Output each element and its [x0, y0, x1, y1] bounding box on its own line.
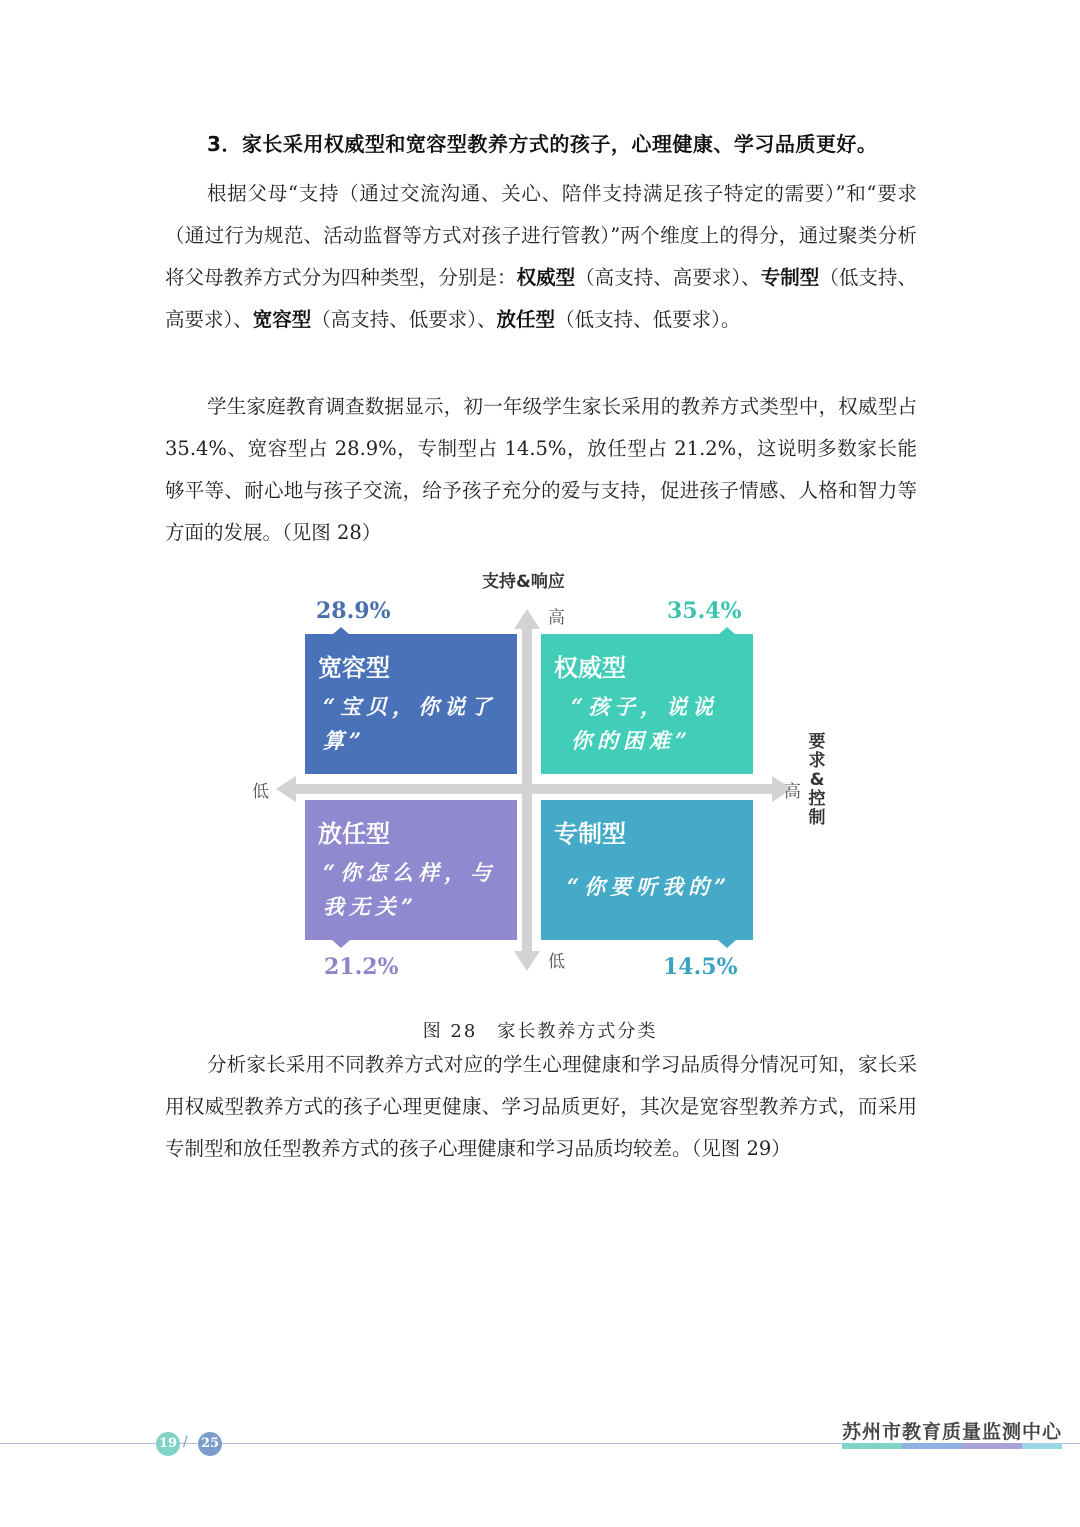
authoritarian-percentage: 14.5%	[663, 954, 738, 980]
term-permissive: 宽容型	[252, 308, 312, 331]
vertical-axis-arrow-down	[514, 951, 540, 971]
parenting-style-figure	[240, 565, 840, 985]
horizontal-axis	[294, 784, 774, 794]
vertical-axis-high-label: 高	[548, 608, 565, 628]
para1-text-1: 根据父母“支持（通过交流沟通、关心、陪伴支持满足孩子特定的需要）”和“要求（通过行为规范、活动监督等方式对孩子进行管教）”两个维度上的得分，通过聚类分析将父母教养方式分为四种类型，分别是：	[165, 182, 917, 289]
quadrant-neglectful	[305, 800, 517, 940]
authoritarian-notch	[718, 940, 736, 948]
footer-color-bar-3	[962, 1443, 1022, 1449]
figure-caption: 图 28 家长教养方式分类	[422, 1021, 658, 1042]
horizontal-axis-low-label: 低	[252, 782, 269, 802]
quadrant-authoritative	[541, 634, 753, 774]
organization-name: 苏州市教育质量监测中心	[842, 1421, 1063, 1443]
paragraph-survey-results	[165, 386, 917, 554]
quadrant-permissive	[305, 634, 517, 774]
paragraph-analysis	[165, 1044, 917, 1170]
quadrant-permissive-title: 宽容型	[318, 654, 390, 682]
para2-text: 学生家庭教育调查数据显示，初一年级学生家长采用的教养方式类型中，权威型占 35.4%、宽容型占 28.9%，专制型占 14.5%，放任型占 21.2%，这说明多数家长能够平等、耐心地与孩子交流，给予孩子充分的爱与支持，促进孩子情感、人格和智力等方面的发展。（见图 28）	[165, 395, 917, 544]
footer-color-bar-2	[902, 1443, 962, 1449]
quadrant-authoritarian	[541, 800, 753, 940]
quadrant-authoritarian-quote: “你要听我的”	[567, 874, 732, 899]
paragraph-parenting-types	[165, 173, 917, 341]
term-neglectful: 放任型	[496, 308, 556, 331]
quadrant-authoritarian-title: 专制型	[554, 820, 626, 848]
neglectful-notch	[332, 940, 350, 948]
para1-text-4: （高支持、低要求）、	[311, 308, 497, 331]
para1-text-5: （低支持、低要求）。	[555, 308, 741, 331]
vertical-axis-low-label: 低	[548, 952, 565, 972]
horizontal-axis-high-label: 高	[784, 782, 801, 802]
horizontal-axis-title: 要求&控制	[808, 732, 826, 828]
section-heading: 3．家长采用权威型和宽容型教养方式的孩子，心理健康、学习品质更好。	[207, 132, 878, 156]
quadrant-authoritative-title: 权威型	[554, 654, 626, 682]
page-number-separator: /	[183, 1434, 188, 1450]
quadrant-neglectful-title: 放任型	[318, 820, 390, 848]
term-authoritarian: 专制型	[760, 266, 820, 289]
footer-color-bar-4	[1022, 1443, 1062, 1449]
page-number-current: 19	[156, 1432, 180, 1456]
vertical-axis-title: 支持&响应	[482, 572, 565, 592]
quadrant-permissive-quote: “宝贝，你说了算”	[323, 694, 497, 753]
permissive-percentage: 28.9%	[316, 598, 391, 624]
quadrant-neglectful-quote: “你怎么样，与我无关”	[323, 860, 497, 919]
neglectful-percentage: 21.2%	[324, 954, 399, 980]
footer-color-bar-1	[842, 1443, 902, 1449]
vertical-axis-arrow-up	[514, 609, 540, 629]
authoritative-percentage: 35.4%	[667, 598, 742, 624]
horizontal-axis-arrow-left	[276, 776, 296, 802]
quadrant-authoritative-quote: “孩子，说说你的困难”	[571, 694, 719, 753]
page-number-total: 25	[198, 1432, 222, 1456]
para1-text-3: （低支持、高要求）、	[165, 266, 917, 331]
term-authoritative: 权威型	[516, 266, 576, 289]
para3-text: 分析家长采用不同教养方式对应的学生心理健康和学习品质得分情况可知，家长采用权威型教养方式的孩子心理更健康、学习品质更好，其次是宽容型教养方式，而采用专制型和放任型教养方式的孩子心理健康和学习品质均较差。（见图 29）	[165, 1053, 917, 1160]
para1-text-2: （高支持、高要求）、	[575, 266, 761, 289]
